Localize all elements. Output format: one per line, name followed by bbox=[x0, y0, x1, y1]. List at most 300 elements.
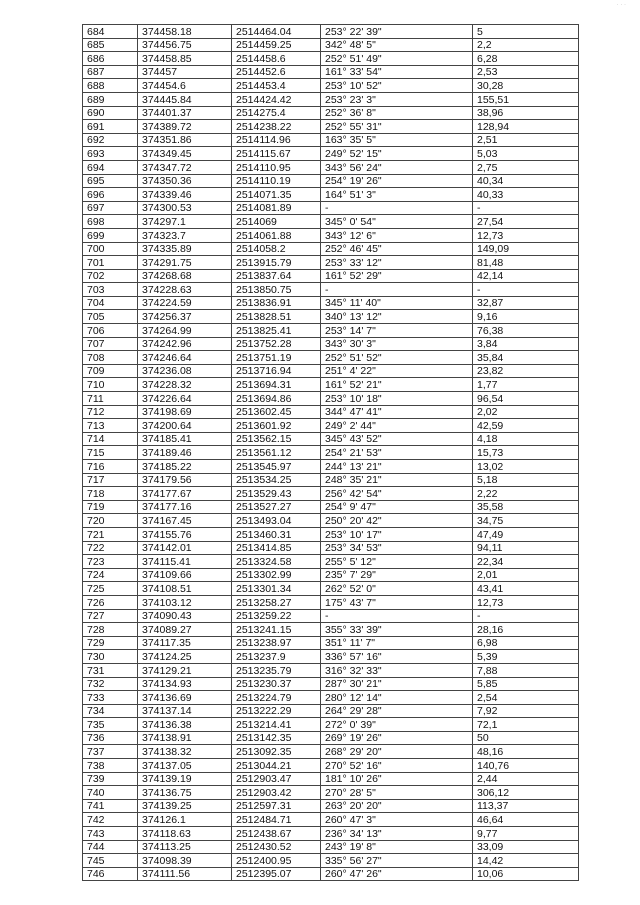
point-number-cell: 746 bbox=[83, 867, 138, 881]
y-coordinate-cell: 2512597.31 bbox=[232, 799, 321, 813]
distance-cell: 3,84 bbox=[473, 337, 579, 351]
distance-cell: 48,16 bbox=[473, 745, 579, 759]
bearing-cell: 343° 30' 3" bbox=[321, 337, 473, 351]
point-number-cell: 737 bbox=[83, 745, 138, 759]
distance-cell: 2,01 bbox=[473, 568, 579, 582]
table-row bbox=[83, 324, 579, 338]
bearing-cell: 316° 32' 33" bbox=[321, 663, 473, 677]
distance-cell: 1,77 bbox=[473, 378, 579, 392]
table-row bbox=[83, 38, 579, 52]
y-coordinate-cell: 2512903.47 bbox=[232, 772, 321, 786]
bearing-cell: 272° 0' 39" bbox=[321, 718, 473, 732]
y-coordinate-cell: 2514058.2 bbox=[232, 242, 321, 256]
point-number-cell: 733 bbox=[83, 691, 138, 705]
distance-cell: 23,82 bbox=[473, 364, 579, 378]
point-number-cell: 727 bbox=[83, 609, 138, 623]
table-row bbox=[83, 704, 579, 718]
point-number-cell: 684 bbox=[83, 25, 138, 39]
point-number-cell: 723 bbox=[83, 555, 138, 569]
y-coordinate-cell: 2514452.6 bbox=[232, 65, 321, 79]
table-row bbox=[83, 840, 579, 854]
distance-cell: 40,33 bbox=[473, 188, 579, 202]
point-number-cell: 706 bbox=[83, 324, 138, 338]
y-coordinate-cell: 2513545.97 bbox=[232, 460, 321, 474]
point-number-cell: 685 bbox=[83, 38, 138, 52]
y-coordinate-cell: 2514424.42 bbox=[232, 92, 321, 106]
distance-cell: 76,38 bbox=[473, 324, 579, 338]
distance-cell: 2,54 bbox=[473, 691, 579, 705]
point-number-cell: 689 bbox=[83, 92, 138, 106]
x-coordinate-cell: 374200.64 bbox=[138, 419, 232, 433]
y-coordinate-cell: 2513751.19 bbox=[232, 351, 321, 365]
table-row bbox=[83, 283, 579, 297]
y-coordinate-cell: 2513258.27 bbox=[232, 595, 321, 609]
bearing-cell: 253° 10' 17" bbox=[321, 527, 473, 541]
y-coordinate-cell: 2514459.25 bbox=[232, 38, 321, 52]
table-row bbox=[83, 636, 579, 650]
y-coordinate-cell: 2513092.35 bbox=[232, 745, 321, 759]
point-number-cell: 708 bbox=[83, 351, 138, 365]
y-coordinate-cell: 2514081.89 bbox=[232, 201, 321, 215]
point-number-cell: 732 bbox=[83, 677, 138, 691]
distance-cell: 5,39 bbox=[473, 650, 579, 664]
bearing-cell: 264° 29' 28" bbox=[321, 704, 473, 718]
table-row bbox=[83, 419, 579, 433]
distance-cell: 35,58 bbox=[473, 500, 579, 514]
coordinates-table bbox=[82, 24, 579, 881]
distance-cell: 42,59 bbox=[473, 419, 579, 433]
y-coordinate-cell: 2514071.35 bbox=[232, 188, 321, 202]
x-coordinate-cell: 374300.53 bbox=[138, 201, 232, 215]
bearing-cell: 252° 51' 52" bbox=[321, 351, 473, 365]
table-row bbox=[83, 677, 579, 691]
x-coordinate-cell: 374224.59 bbox=[138, 296, 232, 310]
y-coordinate-cell: 2512430.52 bbox=[232, 840, 321, 854]
y-coordinate-cell: 2513837.64 bbox=[232, 269, 321, 283]
bearing-cell: 260° 47' 26" bbox=[321, 867, 473, 881]
x-coordinate-cell: 374129.21 bbox=[138, 663, 232, 677]
y-coordinate-cell: 2513259.22 bbox=[232, 609, 321, 623]
distance-cell: 42,14 bbox=[473, 269, 579, 283]
table-row bbox=[83, 623, 579, 637]
point-number-cell: 743 bbox=[83, 827, 138, 841]
point-number-cell: 699 bbox=[83, 228, 138, 242]
bearing-cell: - bbox=[321, 201, 473, 215]
y-coordinate-cell: 2512395.07 bbox=[232, 867, 321, 881]
table-row bbox=[83, 827, 579, 841]
bearing-cell: 268° 29' 20" bbox=[321, 745, 473, 759]
y-coordinate-cell: 2513828.51 bbox=[232, 310, 321, 324]
y-coordinate-cell: 2513825.41 bbox=[232, 324, 321, 338]
distance-cell: 43,41 bbox=[473, 582, 579, 596]
x-coordinate-cell: 374134.93 bbox=[138, 677, 232, 691]
distance-cell: 96,54 bbox=[473, 392, 579, 406]
distance-cell: 72,1 bbox=[473, 718, 579, 732]
x-coordinate-cell: 374226.64 bbox=[138, 392, 232, 406]
bearing-cell: 335° 56' 27" bbox=[321, 854, 473, 868]
bearing-cell: 161° 52' 21" bbox=[321, 378, 473, 392]
point-number-cell: 709 bbox=[83, 364, 138, 378]
table-row bbox=[83, 446, 579, 460]
bearing-cell: 355° 33' 39" bbox=[321, 623, 473, 637]
x-coordinate-cell: 374177.67 bbox=[138, 487, 232, 501]
distance-cell: 140,76 bbox=[473, 759, 579, 773]
y-coordinate-cell: 2514238.22 bbox=[232, 120, 321, 134]
y-coordinate-cell: 2514115.67 bbox=[232, 147, 321, 161]
bearing-cell: 161° 52' 29" bbox=[321, 269, 473, 283]
table-row bbox=[83, 256, 579, 270]
y-coordinate-cell: 2513241.15 bbox=[232, 623, 321, 637]
x-coordinate-cell: 374136.69 bbox=[138, 691, 232, 705]
point-number-cell: 745 bbox=[83, 854, 138, 868]
point-number-cell: 724 bbox=[83, 568, 138, 582]
distance-cell: 128,94 bbox=[473, 120, 579, 134]
distance-cell: 27,54 bbox=[473, 215, 579, 229]
y-coordinate-cell: 2513561.12 bbox=[232, 446, 321, 460]
point-number-cell: 726 bbox=[83, 595, 138, 609]
bearing-cell: 175° 43' 7" bbox=[321, 595, 473, 609]
x-coordinate-cell: 374445.84 bbox=[138, 92, 232, 106]
table-row bbox=[83, 500, 579, 514]
y-coordinate-cell: 2513529.43 bbox=[232, 487, 321, 501]
x-coordinate-cell: 374228.32 bbox=[138, 378, 232, 392]
distance-cell: 2,53 bbox=[473, 65, 579, 79]
bearing-cell: 252° 55' 31" bbox=[321, 120, 473, 134]
distance-cell: 2,02 bbox=[473, 405, 579, 419]
distance-cell: 14,42 bbox=[473, 854, 579, 868]
table-row bbox=[83, 541, 579, 555]
distance-cell: 113,37 bbox=[473, 799, 579, 813]
x-coordinate-cell: 374089.27 bbox=[138, 623, 232, 637]
point-number-cell: 725 bbox=[83, 582, 138, 596]
bearing-cell: 256° 42' 54" bbox=[321, 487, 473, 501]
table-row bbox=[83, 337, 579, 351]
distance-cell: 35,84 bbox=[473, 351, 579, 365]
bearing-cell: 340° 13' 12" bbox=[321, 310, 473, 324]
point-number-cell: 693 bbox=[83, 147, 138, 161]
point-number-cell: 740 bbox=[83, 786, 138, 800]
point-number-cell: 700 bbox=[83, 242, 138, 256]
point-number-cell: 731 bbox=[83, 663, 138, 677]
table-row bbox=[83, 65, 579, 79]
distance-cell: 15,73 bbox=[473, 446, 579, 460]
bearing-cell: 253° 14' 7" bbox=[321, 324, 473, 338]
table-row bbox=[83, 351, 579, 365]
y-coordinate-cell: 2513716.94 bbox=[232, 364, 321, 378]
x-coordinate-cell: 374139.19 bbox=[138, 772, 232, 786]
x-coordinate-cell: 374138.91 bbox=[138, 731, 232, 745]
x-coordinate-cell: 374198.69 bbox=[138, 405, 232, 419]
y-coordinate-cell: 2513238.97 bbox=[232, 636, 321, 650]
table-row bbox=[83, 487, 579, 501]
x-coordinate-cell: 374458.85 bbox=[138, 52, 232, 66]
bearing-cell: 249° 52' 15" bbox=[321, 147, 473, 161]
y-coordinate-cell: 2513562.15 bbox=[232, 432, 321, 446]
distance-cell: 5 bbox=[473, 25, 579, 39]
x-coordinate-cell: 374167.45 bbox=[138, 514, 232, 528]
bearing-cell: 252° 51' 49" bbox=[321, 52, 473, 66]
point-number-cell: 707 bbox=[83, 337, 138, 351]
distance-cell: 9,77 bbox=[473, 827, 579, 841]
y-coordinate-cell: 2513237.9 bbox=[232, 650, 321, 664]
bearing-cell: 260° 47' 3" bbox=[321, 813, 473, 827]
x-coordinate-cell: 374179.56 bbox=[138, 473, 232, 487]
distance-cell: 2,2 bbox=[473, 38, 579, 52]
distance-cell: 5,18 bbox=[473, 473, 579, 487]
point-number-cell: 729 bbox=[83, 636, 138, 650]
distance-cell: 2,75 bbox=[473, 160, 579, 174]
table-row bbox=[83, 92, 579, 106]
y-coordinate-cell: 2513214.41 bbox=[232, 718, 321, 732]
table-row bbox=[83, 201, 579, 215]
point-number-cell: 703 bbox=[83, 283, 138, 297]
y-coordinate-cell: 2513534.25 bbox=[232, 473, 321, 487]
point-number-cell: 717 bbox=[83, 473, 138, 487]
y-coordinate-cell: 2512438.67 bbox=[232, 827, 321, 841]
point-number-cell: 704 bbox=[83, 296, 138, 310]
bearing-cell: - bbox=[321, 283, 473, 297]
x-coordinate-cell: 374108.51 bbox=[138, 582, 232, 596]
table-row bbox=[83, 718, 579, 732]
x-coordinate-cell: 374185.22 bbox=[138, 460, 232, 474]
table-row bbox=[83, 473, 579, 487]
point-number-cell: 742 bbox=[83, 813, 138, 827]
distance-cell: 149,09 bbox=[473, 242, 579, 256]
x-coordinate-cell: 374117.35 bbox=[138, 636, 232, 650]
table-row bbox=[83, 691, 579, 705]
bearing-cell: 270° 52' 16" bbox=[321, 759, 473, 773]
point-number-cell: 716 bbox=[83, 460, 138, 474]
y-coordinate-cell: 2513460.31 bbox=[232, 527, 321, 541]
x-coordinate-cell: 374389.72 bbox=[138, 120, 232, 134]
distance-cell: - bbox=[473, 201, 579, 215]
y-coordinate-cell: 2514110.95 bbox=[232, 160, 321, 174]
y-coordinate-cell: 2513915.79 bbox=[232, 256, 321, 270]
y-coordinate-cell: 2513230.37 bbox=[232, 677, 321, 691]
x-coordinate-cell: 374124.25 bbox=[138, 650, 232, 664]
point-number-cell: 728 bbox=[83, 623, 138, 637]
x-coordinate-cell: 374111.56 bbox=[138, 867, 232, 881]
distance-cell: 7,88 bbox=[473, 663, 579, 677]
x-coordinate-cell: 374142.01 bbox=[138, 541, 232, 555]
x-coordinate-cell: 374185.41 bbox=[138, 432, 232, 446]
bearing-cell: 345° 11' 40" bbox=[321, 296, 473, 310]
x-coordinate-cell: 374456.75 bbox=[138, 38, 232, 52]
x-coordinate-cell: 374109.66 bbox=[138, 568, 232, 582]
point-number-cell: 705 bbox=[83, 310, 138, 324]
table-row bbox=[83, 215, 579, 229]
y-coordinate-cell: 2513301.34 bbox=[232, 582, 321, 596]
bearing-cell: 163° 35' 5" bbox=[321, 133, 473, 147]
point-number-cell: 687 bbox=[83, 65, 138, 79]
y-coordinate-cell: 2513694.86 bbox=[232, 392, 321, 406]
table-row bbox=[83, 392, 579, 406]
point-number-cell: 741 bbox=[83, 799, 138, 813]
bearing-cell: 287° 30' 21" bbox=[321, 677, 473, 691]
table-row bbox=[83, 799, 579, 813]
point-number-cell: 713 bbox=[83, 419, 138, 433]
point-number-cell: 736 bbox=[83, 731, 138, 745]
table-row bbox=[83, 106, 579, 120]
point-number-cell: 701 bbox=[83, 256, 138, 270]
x-coordinate-cell: 374136.75 bbox=[138, 786, 232, 800]
distance-cell: 22,34 bbox=[473, 555, 579, 569]
bearing-cell: 235° 7' 29" bbox=[321, 568, 473, 582]
distance-cell: 5,03 bbox=[473, 147, 579, 161]
bearing-cell: 249° 2' 44" bbox=[321, 419, 473, 433]
y-coordinate-cell: 2513602.45 bbox=[232, 405, 321, 419]
bearing-cell: 351° 11' 7" bbox=[321, 636, 473, 650]
point-number-cell: 688 bbox=[83, 79, 138, 93]
distance-cell: 12,73 bbox=[473, 228, 579, 242]
x-coordinate-cell: 374113.25 bbox=[138, 840, 232, 854]
bearing-cell: 336° 57' 16" bbox=[321, 650, 473, 664]
x-coordinate-cell: 374189.46 bbox=[138, 446, 232, 460]
y-coordinate-cell: 2513222.29 bbox=[232, 704, 321, 718]
x-coordinate-cell: 374155.76 bbox=[138, 527, 232, 541]
y-coordinate-cell: 2514453.4 bbox=[232, 79, 321, 93]
bearing-cell: 248° 35' 21" bbox=[321, 473, 473, 487]
x-coordinate-cell: 374347.72 bbox=[138, 160, 232, 174]
bearing-cell: 250° 20' 42" bbox=[321, 514, 473, 528]
y-coordinate-cell: 2513527.27 bbox=[232, 500, 321, 514]
table-row bbox=[83, 242, 579, 256]
bearing-cell: 255° 5' 12" bbox=[321, 555, 473, 569]
distance-cell: 47,49 bbox=[473, 527, 579, 541]
distance-cell: 4,18 bbox=[473, 432, 579, 446]
x-coordinate-cell: 374297.1 bbox=[138, 215, 232, 229]
y-coordinate-cell: 2513493.04 bbox=[232, 514, 321, 528]
table-row bbox=[83, 786, 579, 800]
distance-cell: 10,06 bbox=[473, 867, 579, 881]
distance-cell: 7,92 bbox=[473, 704, 579, 718]
table-row bbox=[83, 310, 579, 324]
distance-cell: 155,51 bbox=[473, 92, 579, 106]
y-coordinate-cell: 2513694.31 bbox=[232, 378, 321, 392]
distance-cell: 6,28 bbox=[473, 52, 579, 66]
bearing-cell: 269° 19' 26" bbox=[321, 731, 473, 745]
page-corner-mark: · · · bbox=[616, 2, 626, 8]
y-coordinate-cell: 2513752.28 bbox=[232, 337, 321, 351]
table-row bbox=[83, 759, 579, 773]
point-number-cell: 722 bbox=[83, 541, 138, 555]
x-coordinate-cell: 374177.16 bbox=[138, 500, 232, 514]
bearing-cell: 262° 52' 0" bbox=[321, 582, 473, 596]
x-coordinate-cell: 374138.32 bbox=[138, 745, 232, 759]
y-coordinate-cell: 2514061.88 bbox=[232, 228, 321, 242]
point-number-cell: 719 bbox=[83, 500, 138, 514]
y-coordinate-cell: 2514110.19 bbox=[232, 174, 321, 188]
point-number-cell: 697 bbox=[83, 201, 138, 215]
table-row bbox=[83, 79, 579, 93]
table-row bbox=[83, 25, 579, 39]
x-coordinate-cell: 374350.36 bbox=[138, 174, 232, 188]
x-coordinate-cell: 374137.14 bbox=[138, 704, 232, 718]
table-row bbox=[83, 269, 579, 283]
bearing-cell: 161° 33' 54" bbox=[321, 65, 473, 79]
distance-cell: 2,44 bbox=[473, 772, 579, 786]
point-number-cell: 686 bbox=[83, 52, 138, 66]
x-coordinate-cell: 374335.89 bbox=[138, 242, 232, 256]
y-coordinate-cell: 2513142.35 bbox=[232, 731, 321, 745]
x-coordinate-cell: 374139.25 bbox=[138, 799, 232, 813]
y-coordinate-cell: 2513850.75 bbox=[232, 283, 321, 297]
distance-cell: 33,09 bbox=[473, 840, 579, 854]
point-number-cell: 730 bbox=[83, 650, 138, 664]
point-number-cell: 744 bbox=[83, 840, 138, 854]
table-row bbox=[83, 174, 579, 188]
point-number-cell: 734 bbox=[83, 704, 138, 718]
y-coordinate-cell: 2512903.42 bbox=[232, 786, 321, 800]
bearing-cell: 263° 20' 20" bbox=[321, 799, 473, 813]
bearing-cell: 253° 10' 18" bbox=[321, 392, 473, 406]
point-number-cell: 695 bbox=[83, 174, 138, 188]
point-number-cell: 735 bbox=[83, 718, 138, 732]
bearing-cell: 342° 48' 5" bbox=[321, 38, 473, 52]
table-row bbox=[83, 432, 579, 446]
table-row bbox=[83, 188, 579, 202]
distance-cell: 46,64 bbox=[473, 813, 579, 827]
y-coordinate-cell: 2512400.95 bbox=[232, 854, 321, 868]
table-row bbox=[83, 460, 579, 474]
x-coordinate-cell: 374242.96 bbox=[138, 337, 232, 351]
y-coordinate-cell: 2513044.21 bbox=[232, 759, 321, 773]
point-number-cell: 694 bbox=[83, 160, 138, 174]
x-coordinate-cell: 374236.08 bbox=[138, 364, 232, 378]
bearing-cell: 252° 46' 45" bbox=[321, 242, 473, 256]
x-coordinate-cell: 374291.75 bbox=[138, 256, 232, 270]
table-row bbox=[83, 378, 579, 392]
y-coordinate-cell: 2514458.6 bbox=[232, 52, 321, 66]
x-coordinate-cell: 374339.46 bbox=[138, 188, 232, 202]
bearing-cell: 344° 47' 41" bbox=[321, 405, 473, 419]
y-coordinate-cell: 2512484.71 bbox=[232, 813, 321, 827]
point-number-cell: 714 bbox=[83, 432, 138, 446]
y-coordinate-cell: 2513836.91 bbox=[232, 296, 321, 310]
bearing-cell: 343° 12' 6" bbox=[321, 228, 473, 242]
bearing-cell: 270° 28' 5" bbox=[321, 786, 473, 800]
distance-cell: 40,34 bbox=[473, 174, 579, 188]
table-row bbox=[83, 296, 579, 310]
y-coordinate-cell: 2514275.4 bbox=[232, 106, 321, 120]
bearing-cell: 253° 22' 39" bbox=[321, 25, 473, 39]
table-row bbox=[83, 813, 579, 827]
x-coordinate-cell: 374457 bbox=[138, 65, 232, 79]
distance-cell: 9,16 bbox=[473, 310, 579, 324]
x-coordinate-cell: 374137.05 bbox=[138, 759, 232, 773]
point-number-cell: 739 bbox=[83, 772, 138, 786]
point-number-cell: 712 bbox=[83, 405, 138, 419]
bearing-cell: 254° 19' 26" bbox=[321, 174, 473, 188]
table-row bbox=[83, 52, 579, 66]
distance-cell: 28,16 bbox=[473, 623, 579, 637]
x-coordinate-cell: 374264.99 bbox=[138, 324, 232, 338]
distance-cell: 5,85 bbox=[473, 677, 579, 691]
table-row bbox=[83, 854, 579, 868]
distance-cell: 81,48 bbox=[473, 256, 579, 270]
distance-cell: 32,87 bbox=[473, 296, 579, 310]
bearing-cell: 181° 10' 26" bbox=[321, 772, 473, 786]
distance-cell: - bbox=[473, 283, 579, 297]
x-coordinate-cell: 374268.68 bbox=[138, 269, 232, 283]
bearing-cell: 244° 13' 21" bbox=[321, 460, 473, 474]
point-number-cell: 691 bbox=[83, 120, 138, 134]
table-row bbox=[83, 582, 579, 596]
bearing-cell: 345° 43' 52" bbox=[321, 432, 473, 446]
point-number-cell: 738 bbox=[83, 759, 138, 773]
table-row bbox=[83, 650, 579, 664]
x-coordinate-cell: 374454.6 bbox=[138, 79, 232, 93]
